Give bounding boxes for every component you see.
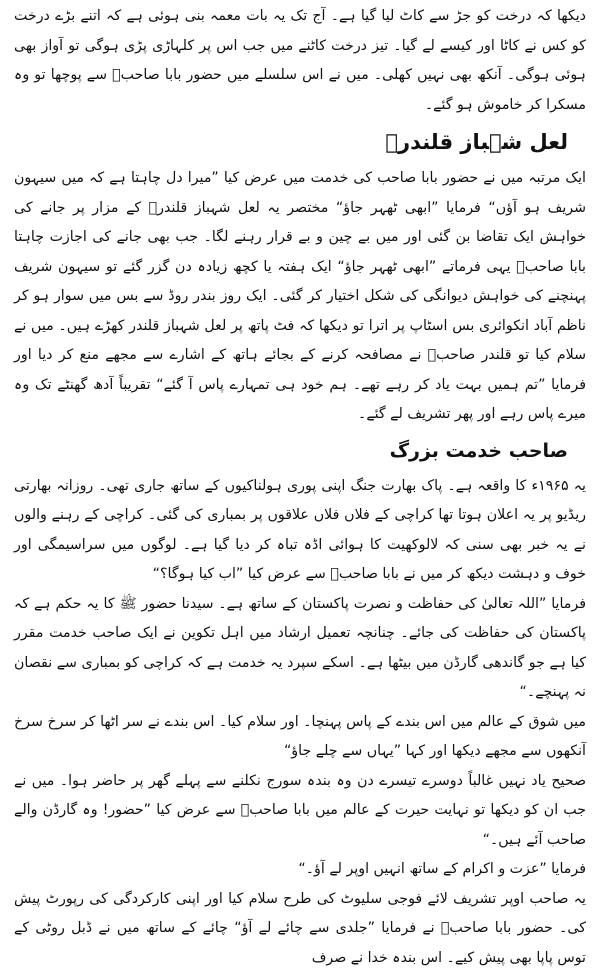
paragraph-arrival: صحیح یاد نہیں غالباً دوسرے تیسرے دن وہ بندہ سورج نکلنے سے پہلے گھر پر حاضر ہوا۔ میں نے جب ان کو دیکھا تو نہایت حیرت کے عالم میں بابا صاحبؒ سے عرض کیا ”حضور! وہ گارڈن والے صاحب آئے ہیں۔“: [14, 767, 586, 856]
paragraph-1965-war: یہ ۱۹۶۵ء کا واقعہ ہے۔ پاک بھارت جنگ اپنی پوری ہولناکیوں کے ساتھ جاری تھی۔ روزانہ بھارتی ریڈیو پر یہ اعلان ہوتا تھا کراچی کے فلاں فلاں علاقوں پر بمباری کی گئی۔ کراچی کے رہنے والوں نے یہ خبر بھی سنی کہ لالوکھیت کا ہوائی اڈہ تباہ کر دیا گیا ہے۔ لوگوں میں سراسیمگی اور خوف و دہشت دیکھ کر میں نے بابا صاحبؒ سے عرض کیا ”اب کیا ہوگا؟“: [14, 472, 586, 590]
paragraph-report-tea: یہ صاحب اوپر تشریف لائے فوجی سلیوٹ کی طرح سلام کیا اور اپنی کارکردگی کی رپورٹ پیش کی۔ حضور بابا صاحبؒ نے فرمایا ”جلدی سے چائے لے آؤ“ چائے کے ساتھ میں نے ڈبل روٹی کے توس پاپا بھی پیش کیے۔ اس بندہ خدا نے صرف: [14, 885, 586, 973]
heading-lal-shahbaz-qalandar: لعل شہباز قلندرؒ: [14, 120, 586, 164]
paragraph-farmaya-bring-up: فرمایا ”عزت و اکرام کے ساتھ انہیں اوپر لے آؤ۔“: [14, 855, 586, 885]
paragraph-sehwan-visit: ایک مرتبہ میں نے حضور بابا صاحب کی خدمت میں عرض کیا ”میرا دل چاہتا ہے کہ میں سیہون شریف ہو آؤں“ فرمایا ”ابھی ٹھہر جاؤ“ مختصر یہ لعل شہباز قلندرؒ کے مزار پر جانے کی خواہش ایک تقاضا بن گئی اور میں بے چین و بے قرار رہنے لگا۔ جب بھی جانے کی اجازت چاہتا بابا صاحبؒ یہی فرماتے ”ابھی ٹھہر جاؤ“ ایک ہفتہ یا کچھ زیادہ دن گزر گئے تو سیہون شریف پہنچنے کی خواہش دیوانگی کی شکل اختیار کر گئی۔ ایک روز بندر روڈ سے بس میں سوار ہو کر ناظم آباد انکوائری بس اسٹاپ پر اترا تو دیکھا کہ فٹ پاتھ پر لعل شہباز قلندر کھڑے ہیں۔ میں نے سلام کیا تو قلندر صاحبؒ نے مصافحہ کرنے کے بجائے ہاتھ کے اشارے سے مجھے منع کر دیا اور فرمایا ”تم ہمیں بہت یاد کر رہے تھے۔ ہم خود ہی تمہارے پاس آ گئے“ تقریباً آدھ گھنٹے تک وہ میرے پاس رہے اور پھر تشریف لے گئے۔: [14, 164, 586, 430]
heading-sahib-khidmat: صاحب خدمت بزرگ: [14, 430, 586, 472]
paragraph-visit-garden: میں شوق کے عالم میں اس بندے کے پاس پہنچا۔ اور سلام کیا۔ اس بندے نے سر اٹھا کر سرخ سرخ آنکھوں سے مجھے دیکھا اور کہا ”یہاں سے چلے جاؤ“: [14, 708, 586, 767]
paragraph-farmaya-protection: فرمایا ”اللہ تعالیٰ کی حفاظت و نصرت پاکستان کے ساتھ ہے۔ سیدنا حضور ﷺ کا یہ حکم ہے کہ پاکستان کی حفاظت کی جائے۔ چنانچہ تعمیل ارشاد میں اہل تکوین نے ایک صاحب خدمت مقرر کیا ہے جو گاندھی گارڈن میں بیٹھا ہے۔ اسکے سپرد یہ خدمت ہے کہ کراچی کو بمباری سے نقصان نہ پہنچے۔“: [14, 590, 586, 708]
paragraph-intro: دیکھا کہ درخت کو جڑ سے کاٹ لیا گیا ہے۔ آج تک یہ بات معمہ بنی ہوئی ہے کہ اتنے بڑے درخت کو کس نے کاٹا اور کیسے لے گیا۔ تیز درخت کاٹنے میں جب اس پر کلہاڑی پڑی ہوگی تو آواز بھی ہوئی ہوگی۔ آنکھ بھی نہیں کھلی۔ میں نے اس سلسلے میں حضور بابا صاحبؒ سے پوچھا تو وہ مسکرا کر خاموش ہو گئے۔: [14, 2, 586, 120]
